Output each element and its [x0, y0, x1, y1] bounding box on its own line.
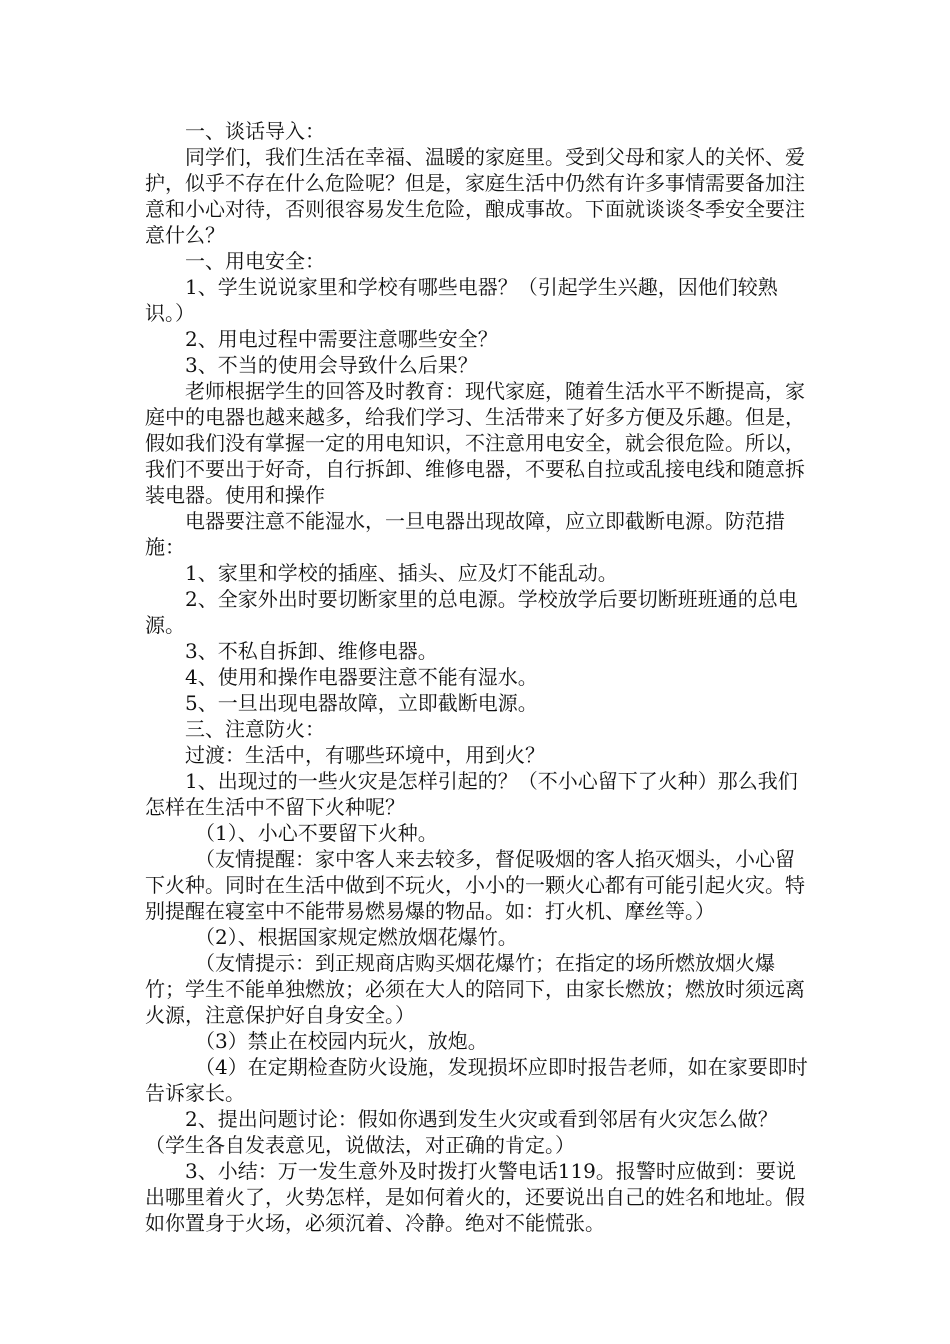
sub-list-item: （2）、根据国家规定燃放烟花爆竹。 — [195, 925, 518, 949]
list-item: 2、用电过程中需要注意哪些安全？ — [185, 327, 498, 351]
section-heading-intro: 一、谈话导入： — [185, 119, 325, 143]
list-item: 5、一旦出现电器故障，立即截断电源。 — [185, 691, 538, 715]
list-item: 2、提出问题讨论：假如你遇到发生火灾或看到邻居有火灾怎么做？（学生各自发表意见，说做法，对正确的肯定。） — [145, 1107, 778, 1157]
paragraph-transition: 过渡：生活中，有哪些环境中，用到火？ — [185, 743, 545, 767]
paragraph-teacher-education: 老师根据学生的回答及时教育：现代家庭，随着生活水平不断提高，家庭中的电器也越来越多，给我们学习、生活带来了好多方便及乐趣。但是，假如我们没有掌握一定的用电知识，不注意用电安全，就会很危险。所以，我们不要出于好奇，自行拆卸、维修电器，不要私自拉或乱接电线和随意拆装电器。使用和操作 — [145, 379, 805, 507]
sub-list-item: （4）在定期检查防火设施，发现损坏应即时报告老师，如在家要即时告诉家长。 — [145, 1055, 808, 1105]
section-heading-fire: 三、注意防火： — [185, 717, 325, 741]
sub-list-item: （3）禁止在校园内玩火，放炮。 — [195, 1029, 488, 1053]
tip-paragraph: （友情提示：到正规商店购买烟花爆竹；在指定的场所燃放烟火爆竹；学生不能单独燃放；必须在大人的陪同下，由家长燃放；燃放时须远离火源，注意保护好自身安全。） — [145, 951, 805, 1027]
list-item: 2、全家外出时要切断家里的总电源。学校放学后要切断班班通的总电源。 — [145, 587, 798, 637]
summary-paragraph: 3、小结：万一发生意外及时拨打火警电话119。报警时应做到：要说出哪里着火了，火势怎样，是如何着火的，还要说出自己的姓名和地址。假如你置身于火场，必须沉着、冷静。绝对不能慌张。 — [145, 1159, 805, 1235]
section-heading-electricity: 一、用电安全： — [185, 249, 325, 273]
list-item: 1、家里和学校的插座、插头、应及灯不能乱动。 — [185, 561, 618, 585]
list-item: 3、不私自拆卸、维修电器。 — [185, 639, 438, 663]
list-item: 4、使用和操作电器要注意不能有湿水。 — [185, 665, 538, 689]
list-item: 1、学生说说家里和学校有哪些电器？（引起学生兴趣，因他们较熟识。） — [145, 275, 778, 325]
list-item: 1、出现过的一些火灾是怎样引起的？（不小心留下了火种）那么我们怎样在生活中不留下火种呢？ — [145, 769, 798, 819]
paragraph-intro: 同学们，我们生活在幸福、温暖的家庭里。受到父母和家人的关怀、爱护，似乎不存在什么危险呢？但是，家庭生活中仍然有许多事情需要备加注意和小心对待，否则很容易发生危险，酿成事故。下面就谈谈冬季安全要注意什么？ — [145, 145, 805, 247]
list-item: 3、不当的使用会导致什么后果？ — [185, 353, 478, 377]
tip-paragraph: （友情提醒：家中客人来去较多，督促吸烟的客人掐灭烟头，小心留下火种。同时在生活中做到不玩火，小小的一颗火心都有可能引起火灾。特别提醒在寝室中不能带易燃易爆的物品。如：打火机、摩丝等。） — [145, 847, 805, 923]
paragraph-prevention-intro: 电器要注意不能湿水，一旦电器出现故障，应立即截断电源。防范措施： — [145, 509, 785, 559]
document-body — [145, 118, 810, 1236]
sub-list-item: （1）、小心不要留下火种。 — [195, 821, 438, 845]
